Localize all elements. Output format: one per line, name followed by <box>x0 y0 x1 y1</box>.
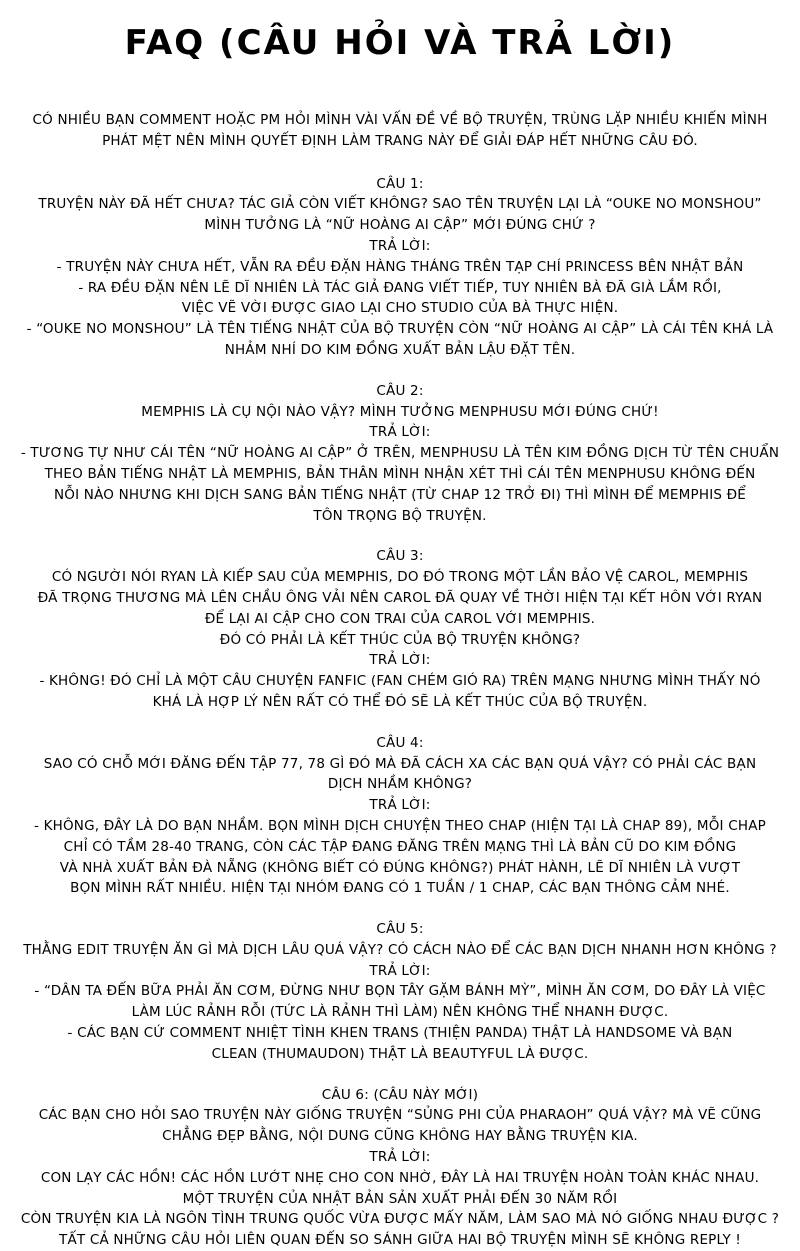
answer-text: LÀM LÚC RẢNH RỖI (TỨC LÀ RẢNH THÌ LÀM) NÊN KHÔNG THỂ NHANH ĐƯỢC. <box>131 1004 669 1021</box>
answer-heading: TRẢ LỜI: <box>369 652 431 669</box>
faq-question-5 <box>6 919 794 1065</box>
question-text: ĐÃ TRỌNG THƯƠNG MÀ LÊN CHẦU ÔNG VẢI NÊN CAROL ĐÃ QUAY VỀ THỜI HIỆN TẠI KẾT HÔN VỚI RYAN <box>37 589 763 606</box>
question-text: DỊCH NHẦM KHÔNG? <box>327 776 473 793</box>
question-text: ĐÓ CÓ PHẢI LÀ KẾT THÚC CỦA BỘ TRUYỆN KHÔNG? <box>219 631 581 648</box>
faq-question-4 <box>6 733 794 899</box>
faq-question-6 <box>6 1085 794 1251</box>
answer-heading: TRẢ LỜI: <box>369 797 431 814</box>
answer-text: - KHÔNG! ĐÓ CHỈ LÀ MỘT CÂU CHUYỆN FANFIC (FAN CHÉM GIÓ RA) TRÊN MẠNG NHƯNG MÌNH THẤY NÓ <box>39 673 761 690</box>
question-text: SAO CÓ CHỖ MỚI ĐĂNG ĐẾN TẬP 77, 78 GÌ ĐÓ MÀ ĐÃ CÁCH XA CÁC BẠN QUÁ VẬY? CÓ PHẢI CÁC BẠN <box>43 755 757 772</box>
answer-heading: TRẢ LỜI: <box>369 1149 431 1166</box>
page-title: FAQ (CÂU HỎI VÀ TRẢ LỜI) <box>124 23 676 63</box>
answer-text: NHẢM NHÍ DO KIM ĐỒNG XUẤT BẢN LẬU ĐẶT TÊN. <box>224 341 576 358</box>
answer-text: - “DÂN TA ĐẾN BỮA PHẢI ĂN CƠM, ĐỪNG NHƯ BỌN TÂY GẶM BÁNH MỲ”, MÌNH ĂN CƠM, DO ĐÂY LÀ VIỆC <box>34 983 766 1000</box>
question-text: MEMPHIS LÀ CỤ NỘI NÀO VẬY? MÌNH TƯỞNG MENPHUSU MỚI ĐÚNG CHỨ! <box>141 403 659 420</box>
question-heading: CÂU 4: <box>376 734 424 751</box>
question-heading: CÂU 2: <box>376 382 424 399</box>
question-heading: CÂU 5: <box>376 921 424 938</box>
question-heading: CÂU 6: (CÂU NÀY MỚI) <box>321 1086 479 1103</box>
answer-text: VIỆC VẼ VỜI ĐƯỢC GIAO LẠI CHO STUDIO CỦA BÀ THỰC HIỆN. <box>181 300 619 317</box>
answer-text: BỌN MÌNH RẤT NHIỀU. HIỆN TẠI NHÓM ĐANG CÓ 1 TUẦN / 1 CHAP, CÁC BẠN THÔNG CẢM NHÉ. <box>70 880 730 897</box>
answer-text: - RA ĐỀU ĐẶN NÊN LẼ DĨ NHIÊN LÀ TÁC GIẢ ĐANG VIẾT TIẾP, TUY NHIÊN BÀ ĐÃ GIÀ LẮM RỒI, <box>78 279 722 296</box>
faq-question-1 <box>6 174 794 361</box>
intro-line: PHÁT MỆT NÊN MÌNH QUYẾT ĐỊNH LÀM TRANG NÀY ĐỂ GIẢI ĐÁP HẾT NHỮNG CÂU ĐÓ. <box>102 132 698 149</box>
faq-question-2 <box>6 381 794 527</box>
answer-text: CLEAN (THUMAUDON) THẬT LÀ BEAUTYFUL LÀ ĐƯỢC. <box>211 1045 589 1062</box>
question-text: CÓ NGƯỜI NÓI RYAN LÀ KIẾP SAU CỦA MEMPHIS, DO ĐÓ TRONG MỘT LẦN BẢO VỆ CAROL, MEMPHIS <box>51 569 749 586</box>
question-text: MÌNH TƯỞNG LÀ “NỮ HOÀNG AI CẬP” MỚI ĐÚNG CHỨ ? <box>204 217 596 234</box>
answer-text: CÒN TRUYỆN KIA LÀ NGÔN TÌNH TRUNG QUỐC VỪA ĐƯỢC MẤY NĂM, LÀM SAO MÀ NÓ GIỐNG NHAU ĐƯỢC ? <box>20 1211 780 1228</box>
answer-text: VÀ NHÀ XUẤT BẢN ĐÀ NẴNG (KHÔNG BIẾT CÓ ĐÚNG KHÔNG?) PHÁT HÀNH, LẼ DĨ NHIÊN LÀ VƯỢT <box>59 859 741 876</box>
question-heading: CÂU 3: <box>376 548 424 565</box>
question-text: THẰNG EDIT TRUYỆN ĂN GÌ MÀ DỊCH LÂU QUÁ VẬY? CÓ CÁCH NÀO ĐỂ CÁC BẠN DỊCH NHANH HƠN KHÔNG ? <box>23 941 777 958</box>
question-text: ĐỂ LẠI AI CẬP CHO CON TRAI CỦA CAROL VỚI MEMPHIS. <box>204 610 596 627</box>
answer-text: MỘT TRUYỆN CỦA NHẬT BẢN SẢN XUẤT PHẢI ĐẾN 30 NĂM RỒI <box>182 1190 618 1207</box>
answer-text: - KHÔNG, ĐÂY LÀ DO BẠN NHẦM. BỌN MÌNH DỊCH CHUYỆN THEO CHAP (HIỆN TẠI LÀ CHAP 89), MỖI CHAP <box>34 817 766 834</box>
answer-heading: TRẢ LỜI: <box>369 962 431 979</box>
answer-text: KHÁ LÀ HỢP LÝ NÊN RẤT CÓ THỂ ĐÓ SẼ LÀ KẾT THÚC CỦA BỘ TRUYỆN. <box>152 693 648 710</box>
answer-text: - TRUYỆN NÀY CHƯA HẾT, VẪN RA ĐỀU ĐẶN HÀNG THÁNG TRÊN TẠP CHÍ PRINCESS BÊN NHẬT BẢN <box>56 258 744 275</box>
answer-text: THEO BẢN TIẾNG NHẬT LÀ MEMPHIS, BẢN THÂN MÌNH NHẬN XÉT THÌ CÁI TÊN MENPHUSU KHÔNG ĐẾN <box>44 465 756 482</box>
question-text: CÁC BẠN CHO HỎI SAO TRUYỆN NÀY GIỐNG TRUYỆN “SỦNG PHI CỦA PHARAOH” QUÁ VẬY? MÀ VẼ CŨNG <box>38 1107 762 1124</box>
question-text: CHẲNG ĐẸP BẰNG, NỘI DUNG CŨNG KHÔNG HAY BẰNG TRUYỆN KIA. <box>162 1128 638 1145</box>
question-heading: CÂU 1: <box>376 175 424 192</box>
intro-line: CÓ NHIỀU BẠN COMMENT HOẶC PM HỎI MÌNH VÀI VẤN ĐỀ VỀ BỘ TRUYỆN, TRÙNG LẶP NHIỀU KHIẾN MÌNH <box>32 112 768 128</box>
answer-text: CON LẠY CÁC HỒN! CÁC HỒN LƯỚT NHẸ CHO CON NHỜ, ĐÂY LÀ HAI TRUYỆN HOÀN TOÀN KHÁC NHAU. <box>40 1169 760 1186</box>
faq-question-3 <box>6 546 794 712</box>
answer-heading: TRẢ LỜI: <box>369 237 431 254</box>
intro-paragraph <box>6 110 794 152</box>
answer-heading: TRẢ LỜI: <box>369 424 431 441</box>
question-text: TRUYỆN NÀY ĐÃ HẾT CHƯA? TÁC GIẢ CÒN VIẾT KHÔNG? SAO TÊN TRUYỆN LẠI LÀ “OUKE NO MONSHOU” <box>38 196 762 213</box>
answer-text: - “OUKE NO MONSHOU” LÀ TÊN TIẾNG NHẬT CỦA BỘ TRUYỆN CÒN “NỮ HOÀNG AI CẬP” LÀ CÁI TÊN KHÁ LÀ <box>26 321 774 338</box>
answer-text: TẤT CẢ NHỮNG CÂU HỎI LIÊN QUAN ĐẾN SO SÁNH GIỮA HAI BỘ TRUYỆN MÌNH SẼ KHÔNG REPLY ! <box>59 1232 741 1249</box>
answer-text: - TƯƠNG TỰ NHƯ CÁI TÊN “NỮ HOÀNG AI CẬP” Ở TRÊN, MENPHUSU LÀ TÊN KIM ĐỒNG DỊCH TỪ TÊN CHUẨN <box>20 445 780 462</box>
answer-text: - CÁC BẠN CỨ COMMENT NHIỆT TÌNH KHEN TRANS (THIỆN PANDA) THẬT LÀ HANDSOME VÀ BẠN <box>67 1025 733 1042</box>
answer-text: CHỈ CÓ TẦM 28-40 TRANG, CÒN CÁC TẬP ĐANG ĐĂNG TRÊN MẠNG THÌ LÀ BẢN CŨ DO KIM ĐỒNG <box>63 838 737 855</box>
answer-text: NỖI NÀO NHƯNG KHI DỊCH SANG BẢN TIẾNG NHẬT (TỪ CHAP 12 TRỞ ĐI) THÌ MÌNH ĐỂ MEMPHIS ĐỂ <box>53 486 747 503</box>
answer-text: TÔN TRỌNG BỘ TRUYỆN. <box>313 507 487 524</box>
